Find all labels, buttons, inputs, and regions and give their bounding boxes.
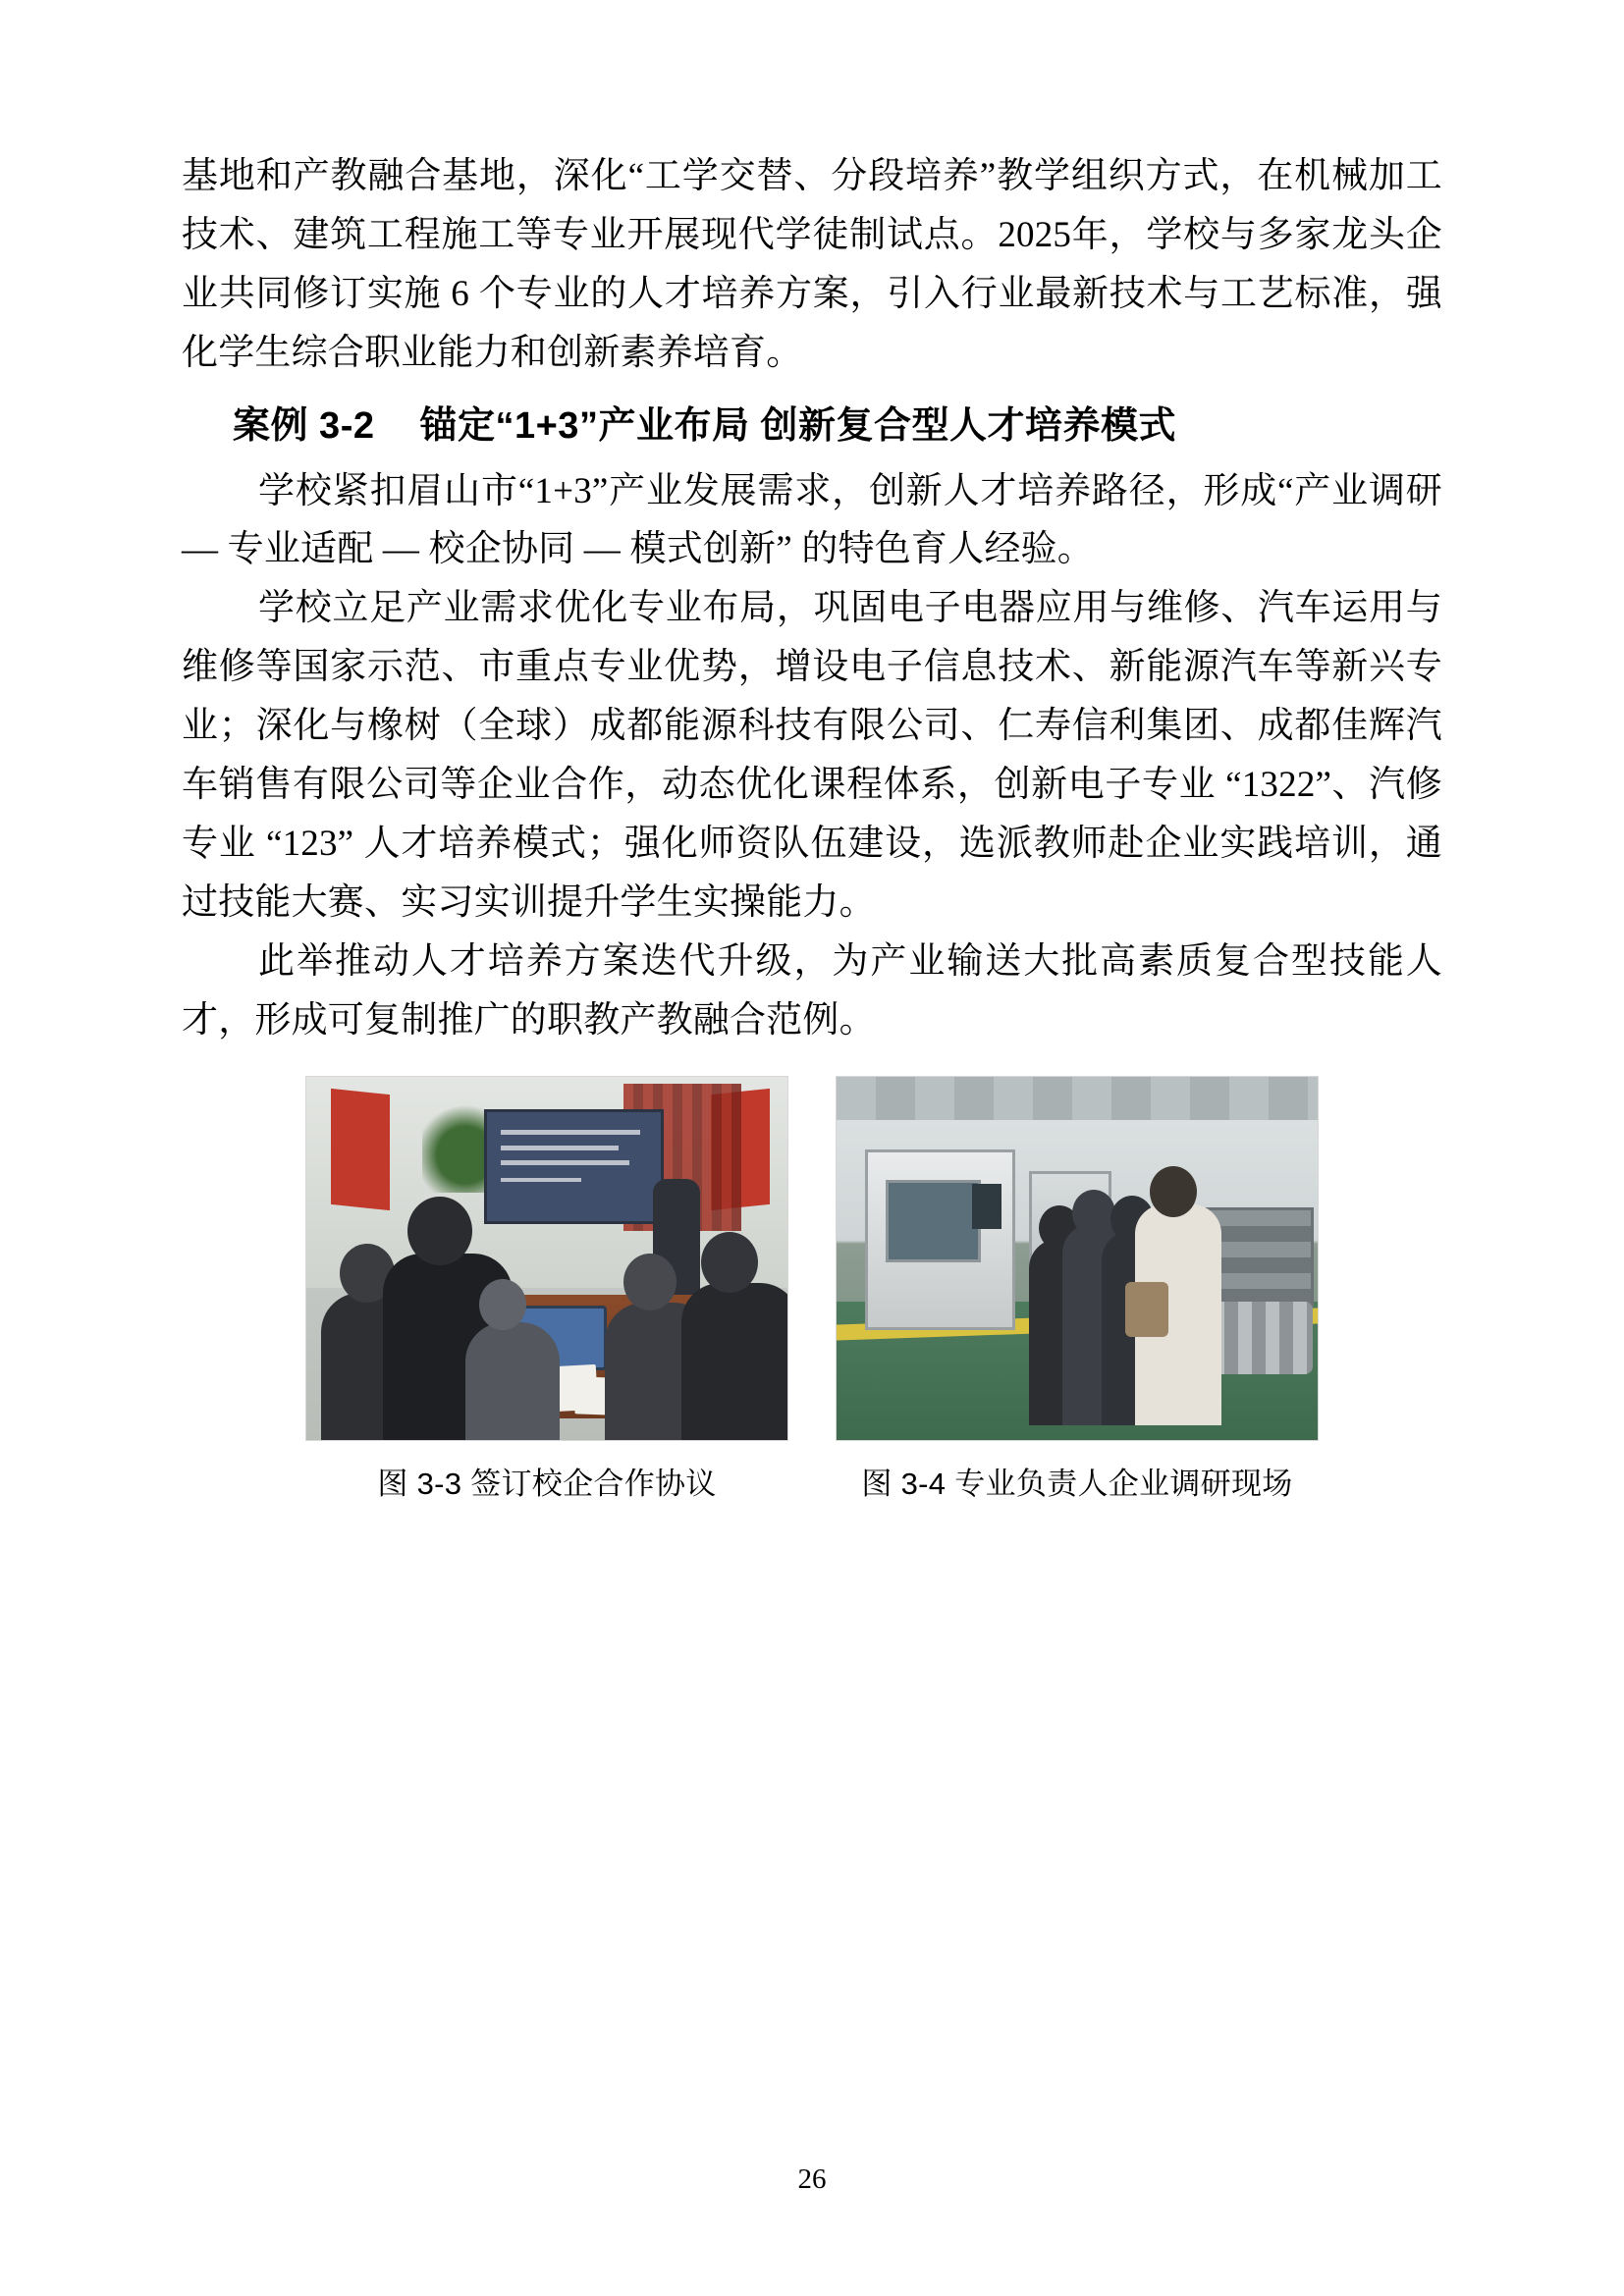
figure-row [182, 1076, 1442, 1503]
screen-text-line [501, 1146, 619, 1150]
screen-text-line [501, 1178, 580, 1182]
page-content [182, 147, 1442, 1503]
body-paragraphs [182, 462, 1442, 1050]
handbag-icon [1125, 1282, 1168, 1337]
seated-person [681, 1283, 788, 1440]
case-heading-label: 案例 3-2 [233, 404, 375, 447]
case-heading [182, 397, 1442, 456]
figure-3-3-image [305, 1076, 788, 1441]
workshop-photo [837, 1077, 1318, 1440]
paragraph-2: 学校立足产业需求优化专业布局，巩固电子电器应用与维修、汽车运用与维修等国家示范、市重点专业优势，增设电子信息技术、新能源汽车等新兴专业；深化与橡树（全球）成都能源科技有限公司、仁寿信利集团、成都佳辉汽车销售有限公司等企业合作，动态优化课程体系，创新电子专业 “1322”、汽修专业 “123” 人才培养模式；强化师资队伍建设，选派教师赴企业实践培训，通过技能大赛、实习实训提升学生实操能力。 [182, 588, 1442, 924]
machine-window [886, 1180, 981, 1262]
person-head [1150, 1166, 1197, 1217]
screen-text-line [501, 1130, 639, 1135]
figure-3-3-caption: 图 3-3 签订校企合作协议 [377, 1466, 717, 1501]
screen-text-line [501, 1160, 629, 1165]
paragraph-1: 学校紧扣眉山市“1+3”产业发展需求，创新人才培养路径，形成“产业调研 — 专业适配 — 校企协同 — 模式创新” 的特色育人经验。 [182, 470, 1442, 570]
case-heading-title: 锚定“1+3”产业布局 创新复合型人才培养模式 [419, 404, 1177, 447]
person-head [701, 1232, 758, 1293]
paragraph-continuation: 基地和产教融合基地，深化“工学交替、分段培养”教学组织方式，在机械加工技术、建筑工程施工等专业开展现代学徒制试点。2025年，学校与多家龙头企业共同修订实施 6 个专业的人才培养方案，引入行业最新技术与工艺标准，强化学生综合职业能力和创新素养培育。 [182, 156, 1442, 373]
projection-screen [484, 1109, 663, 1224]
person-head [407, 1197, 472, 1265]
paragraph-3: 此举推动人才培养方案迭代升级，为产业输送大批高素质复合型技能人才，形成可复制推广的职教产教融合范例。 [182, 941, 1442, 1041]
figure-3-4 [836, 1076, 1319, 1503]
flag-left-icon [331, 1089, 390, 1210]
meeting-room-photo [306, 1077, 787, 1440]
figure-3-4-image [836, 1076, 1319, 1441]
machine-control-panel [972, 1184, 1001, 1229]
ceiling [837, 1077, 1318, 1120]
person-head [623, 1254, 677, 1310]
person-head [479, 1279, 526, 1330]
figure-3-4-caption: 图 3-4 专业负责人企业调研现场 [861, 1466, 1293, 1501]
figure-3-3 [305, 1076, 788, 1503]
person-head [1072, 1190, 1115, 1237]
cnc-machine [865, 1149, 1015, 1330]
seated-person [465, 1322, 560, 1440]
page-number: 26 [797, 2163, 827, 2195]
